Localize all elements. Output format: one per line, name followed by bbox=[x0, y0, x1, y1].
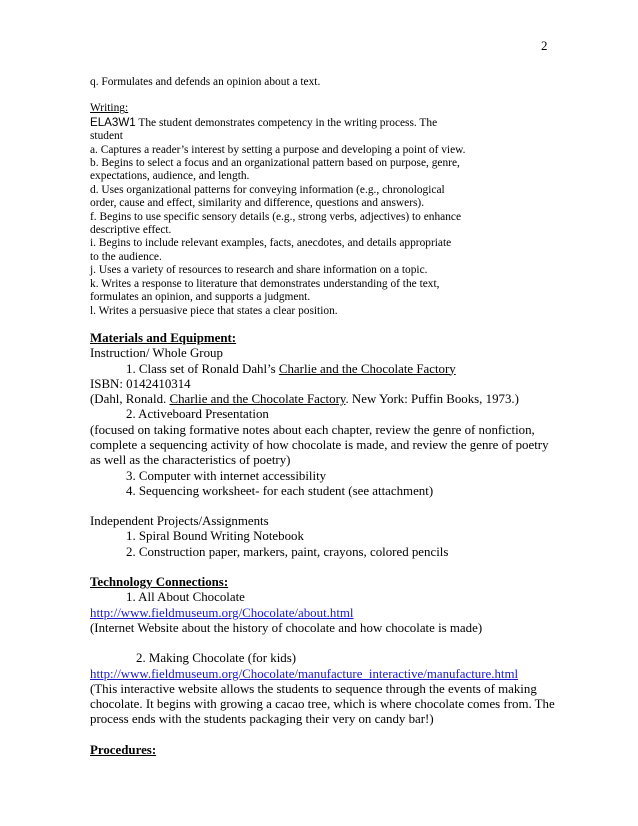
writing-item: to the audience. bbox=[90, 250, 162, 263]
materials-item-1 bbox=[90, 362, 560, 377]
procedures-heading: Procedures: bbox=[90, 742, 157, 757]
writing-item: f. Begins to use specific sensory details (e.g., strong verbs, adjectives) to enhance bbox=[90, 210, 462, 223]
reading-item-q: q. Formulates and defends an opinion about a text. bbox=[90, 76, 321, 88]
materials-item-1-prefix: 1. Class set of Ronald Dahl’s bbox=[126, 361, 279, 376]
writing-item: order, cause and effect, similarity and difference, questions and answers). bbox=[90, 197, 425, 210]
materials-heading: Materials and Equipment: bbox=[90, 330, 237, 345]
standard-text: The student demonstrates competency in the writing process. The bbox=[135, 116, 438, 129]
writing-item: formulates an opinion, and supports a judgment. bbox=[90, 291, 311, 304]
tech-item-1-title: 1. All About Chocolate bbox=[126, 590, 245, 605]
citation bbox=[90, 392, 560, 407]
writing-item: expectations, audience, and length. bbox=[90, 170, 250, 183]
materials-item-3: 3. Computer with internet accessibility bbox=[126, 468, 327, 483]
tech-item-2-link[interactable]: http://www.fieldmuseum.org/Chocolate/manufacture_interactive/manufacture.html bbox=[90, 666, 519, 681]
writing-item: l. Writes a persuasive piece that states a clear position. bbox=[90, 304, 338, 317]
citation-suffix: . New York: Puffin Books, 1973.) bbox=[345, 392, 519, 407]
writing-item: descriptive effect. bbox=[90, 224, 172, 237]
tech-item-2-desc: chocolate. It begins with growing a cacao tree, which is where chocolate comes from. The bbox=[90, 697, 555, 712]
writing-heading: Writing: bbox=[90, 102, 129, 115]
writing-item: b. Begins to select a focus and an organizational pattern based on purpose, genre, bbox=[90, 157, 460, 170]
writing-item: k. Writes a response to literature that demonstrates understanding of the text, bbox=[90, 277, 440, 290]
tech-item-2-desc: (This interactive website allows the students to sequence through the events of making bbox=[90, 681, 537, 696]
tech-item-1-link[interactable]: http://www.fieldmuseum.org/Chocolate/about.html bbox=[90, 605, 354, 620]
materials-item-2-note: (focused on taking formative notes about each chapter, review the genre of nonfiction, bbox=[90, 422, 535, 437]
independent-heading: Independent Projects/Assignments bbox=[90, 514, 269, 529]
citation-title: Charlie and the Chocolate Factory bbox=[169, 392, 346, 407]
standard-code: ELA3W1 bbox=[90, 115, 136, 129]
tech-item-2-title: 2. Making Chocolate (for kids) bbox=[136, 651, 297, 666]
independent-item: 1. Spiral Bound Writing Notebook bbox=[126, 529, 304, 544]
writing-item: i. Begins to include relevant examples, facts, anecdotes, and details appropriate bbox=[90, 237, 452, 250]
materials-item-2-note: complete a sequencing activity of how chocolate is made, and review the genre of poetry bbox=[90, 437, 549, 452]
citation-prefix: (Dahl, Ronald. bbox=[90, 392, 170, 407]
materials-subheading: Instruction/ Whole Group bbox=[90, 346, 223, 361]
technology-heading: Technology Connections: bbox=[90, 575, 229, 590]
writing-standard-cont: student bbox=[90, 130, 123, 143]
document-body bbox=[90, 76, 560, 758]
tech-item-1-desc: (Internet Website about the history of chocolate and how chocolate is made) bbox=[90, 620, 483, 635]
isbn: ISBN: 0142410314 bbox=[90, 376, 191, 391]
page-number: 2 bbox=[541, 38, 548, 53]
writing-item: d. Uses organizational patterns for conveying information (e.g., chronological bbox=[90, 183, 445, 196]
writing-item: j. Uses a variety of resources to research and share information on a topic. bbox=[90, 264, 428, 277]
materials-item-4: 4. Sequencing worksheet- for each student (see attachment) bbox=[126, 483, 434, 498]
tech-item-2-desc: process ends with the students packaging their very on candy bar!) bbox=[90, 712, 434, 727]
independent-item: 2. Construction paper, markers, paint, crayons, colored pencils bbox=[126, 544, 449, 559]
writing-item: a. Captures a reader’s interest by setting a purpose and developing a point of view. bbox=[90, 143, 466, 156]
book-title: Charlie and the Chocolate Factory bbox=[278, 361, 456, 376]
materials-item-2-note: as well as the characteristics of poetry) bbox=[90, 453, 291, 468]
writing-standard bbox=[90, 116, 560, 130]
materials-item-2: 2. Activeboard Presentation bbox=[126, 407, 269, 422]
